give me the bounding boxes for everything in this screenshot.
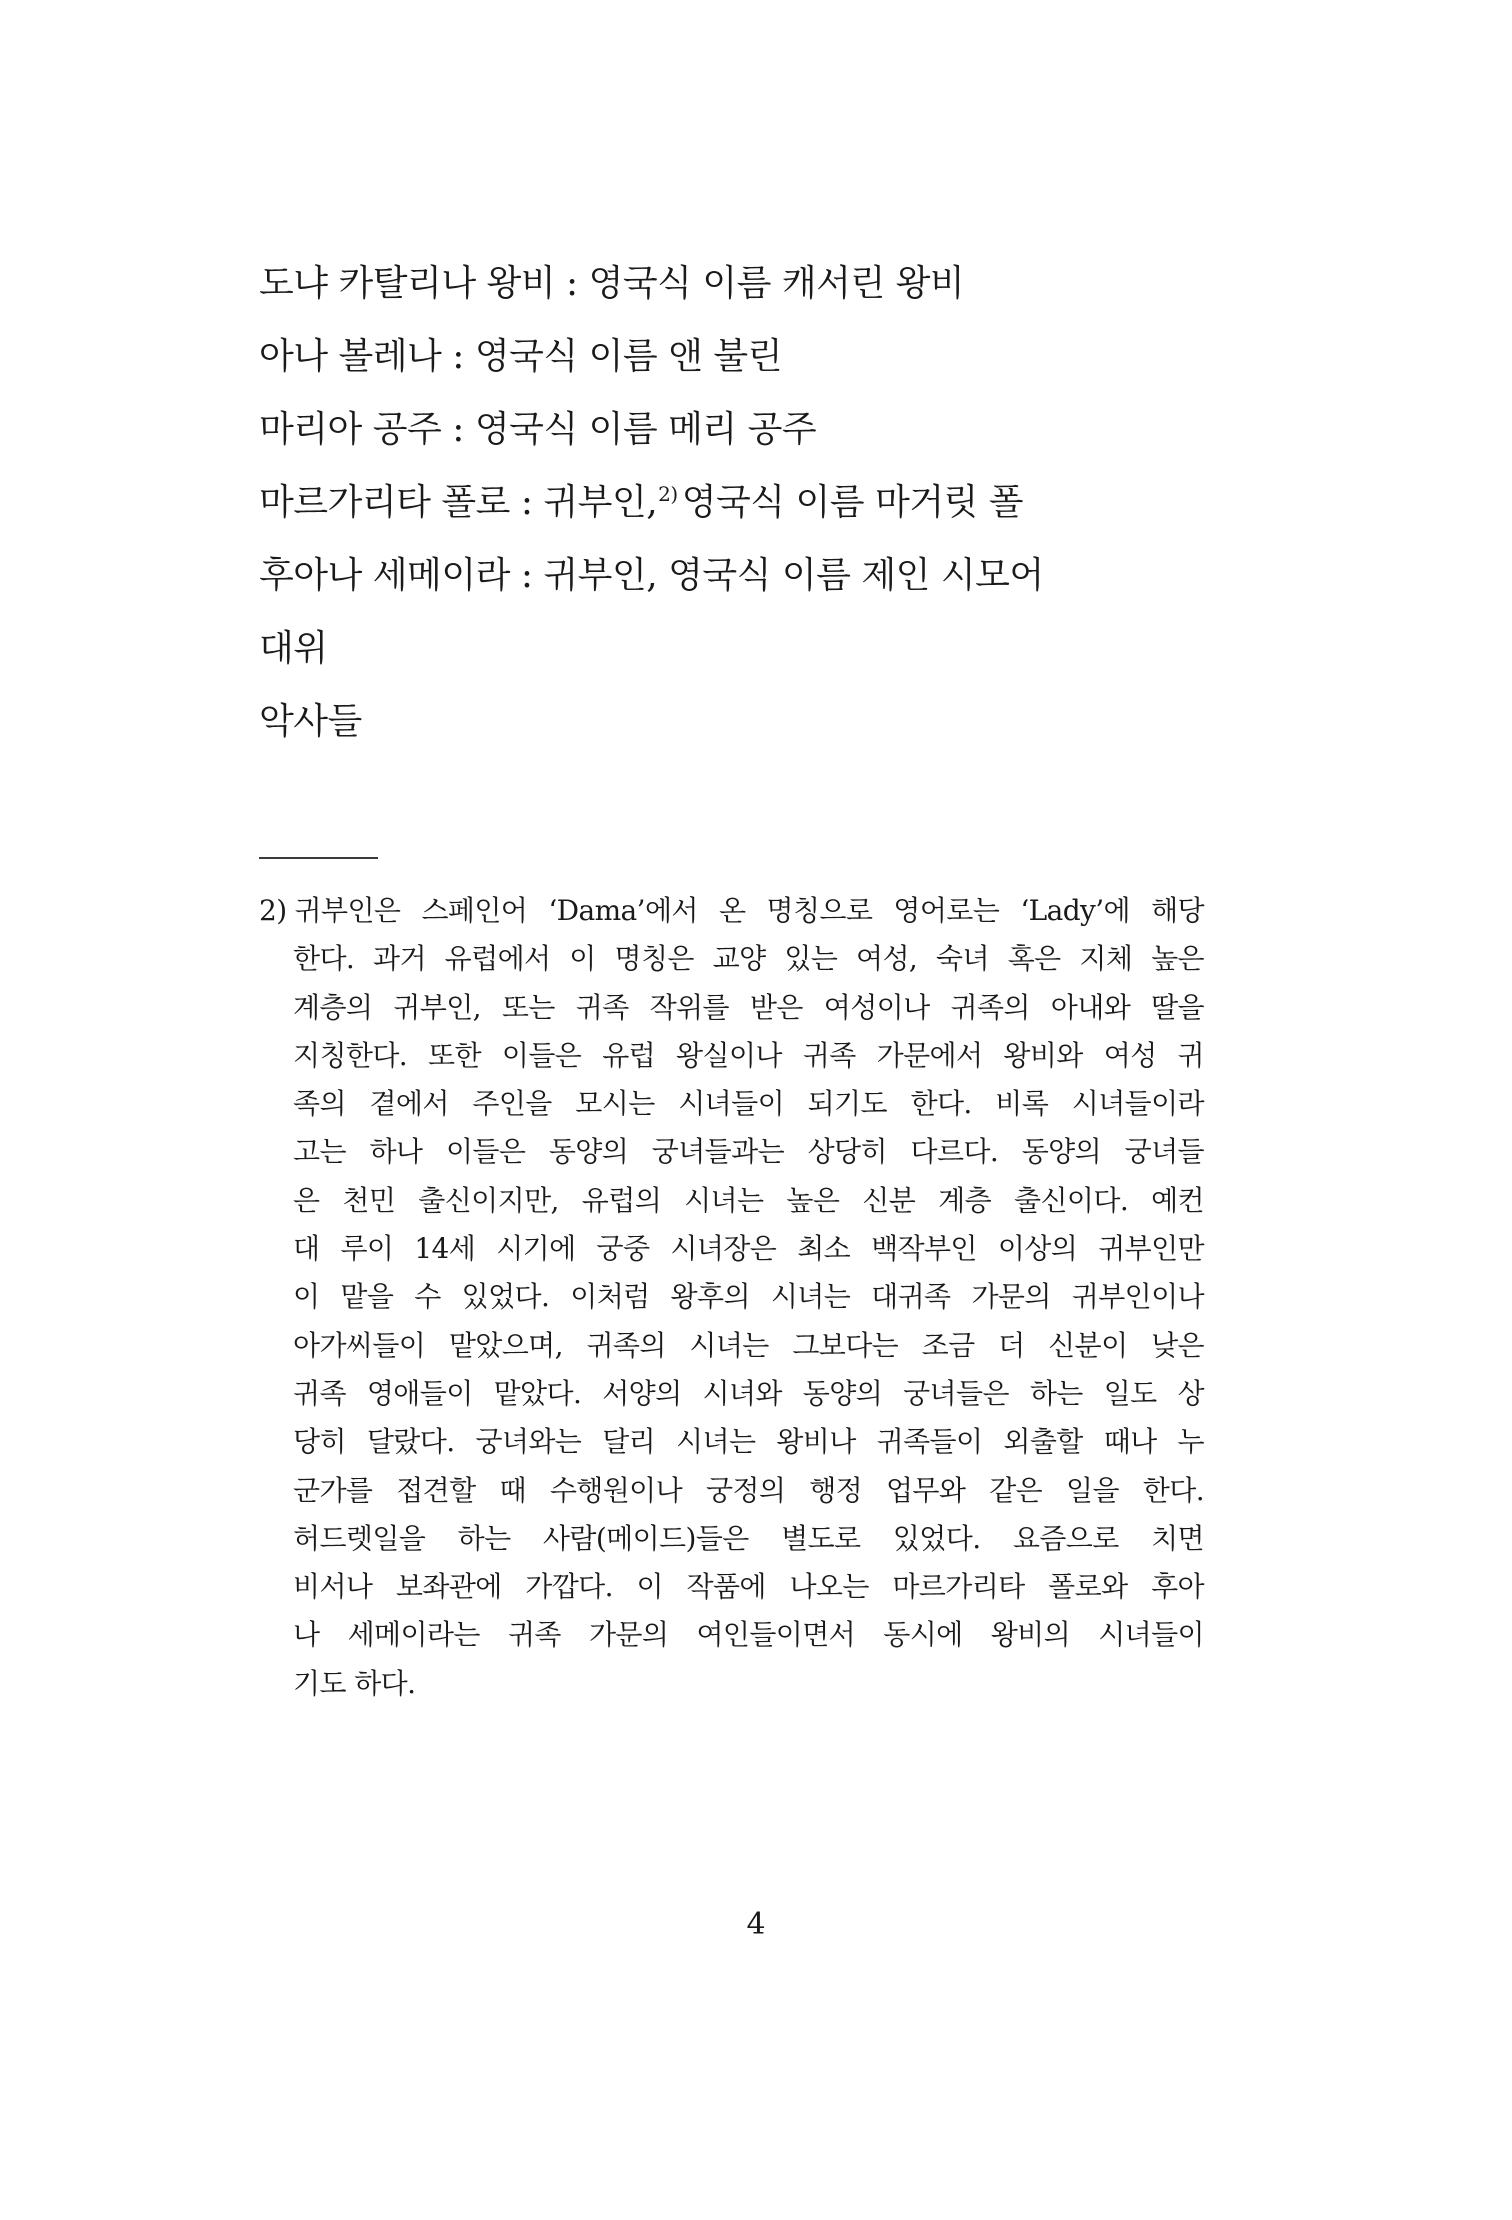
footnote-line: 은 천민 출신이지만, 유럽의 시녀는 높은 신분 계층 출신이다. 예컨 [293, 1183, 1204, 1217]
footnote-number: 2) [259, 894, 287, 927]
footnote-line: 계층의 귀부인, 또는 귀족 작위를 받은 여성이나 귀족의 아내와 딸을 [293, 990, 1204, 1024]
footnote-line: 지칭한다. 또한 이들은 유럽 왕실이나 귀족 가문에서 왕비와 여성 귀 [293, 1038, 1204, 1072]
footnote-divider [259, 857, 378, 859]
footnote-line [259, 887, 1204, 935]
footnote-line-text: 귀부인은 스페인어 ‘Dama’에서 온 명칭으로 영어로는 ‘Lady’에 해당 [294, 894, 1204, 927]
footnote [259, 887, 1204, 1708]
footnote-line: 고는 하나 이들은 동양의 궁녀들과는 상당히 다르다. 동양의 궁녀들 [293, 1135, 1204, 1169]
cast-entry-princess-maria: 마리아 공주 : 영국식 이름 메리 공주 [259, 409, 817, 450]
footnote-line: 대 루이 14세 시기에 궁중 시녀장은 최소 백작부인 이상의 귀부인만 [293, 1232, 1204, 1266]
footnote-line: 나 세메이라는 귀족 가문의 여인들이면서 동시에 왕비의 시녀들이 [293, 1618, 1204, 1652]
cast-entry-text: 영국식 이름 마거릿 폴 [681, 482, 1024, 523]
footnote-line: 당히 달랐다. 궁녀와는 달리 시녀는 왕비나 귀족들이 외출할 때나 누 [293, 1425, 1204, 1459]
page-number: 4 [746, 1907, 766, 1942]
cast-entry-captain: 대위 [259, 628, 328, 669]
cast-entry-text: 마르가리타 폴로 : 귀부인, [259, 482, 658, 523]
cast-entry-margarita-polo [259, 466, 1219, 539]
cast-entry-ana-bolena: 아나 볼레나 : 영국식 이름 앤 불린 [259, 336, 782, 377]
footnote-line: 기도 하다. [293, 1666, 416, 1700]
footnote-line: 비서나 보좌관에 가깝다. 이 작품에 나오는 마르가리타 폴로와 후아 [293, 1570, 1204, 1604]
cast-list [259, 247, 1219, 758]
footnote-line: 족의 곁에서 주인을 모시는 시녀들이 되기도 한다. 비록 시녀들이라 [293, 1087, 1204, 1121]
footnote-line: 귀족 영애들이 맡았다. 서양의 시녀와 동양의 궁녀들은 하는 일도 상 [293, 1376, 1204, 1410]
footnote-line: 아가씨들이 맡았으며, 귀족의 시녀는 그보다는 조금 더 신분이 낮은 [293, 1328, 1204, 1362]
cast-entry-musicians: 악사들 [259, 701, 362, 742]
cast-entry-queen-catalina: 도냐 카탈리나 왕비 : 영국식 이름 캐서린 왕비 [259, 263, 965, 304]
footnote-reference[interactable]: 2) [658, 482, 678, 506]
footnote-line: 허드렛일을 하는 사람(메이드)들은 별도로 있었다. 요즘으로 치면 [293, 1521, 1204, 1555]
footnote-line: 군가를 접견할 때 수행원이나 궁정의 행정 업무와 같은 일을 한다. [293, 1473, 1204, 1507]
footnote-line: 이 맡을 수 있었다. 이처럼 왕후의 시녀는 대귀족 가문의 귀부인이나 [293, 1280, 1204, 1314]
cast-entry-juana-seymour: 후아나 세메이라 : 귀부인, 영국식 이름 제인 시모어 [259, 555, 1044, 596]
footnote-line: 한다. 과거 유럽에서 이 명칭은 교양 있는 여성, 숙녀 혹은 지체 높은 [293, 942, 1204, 976]
